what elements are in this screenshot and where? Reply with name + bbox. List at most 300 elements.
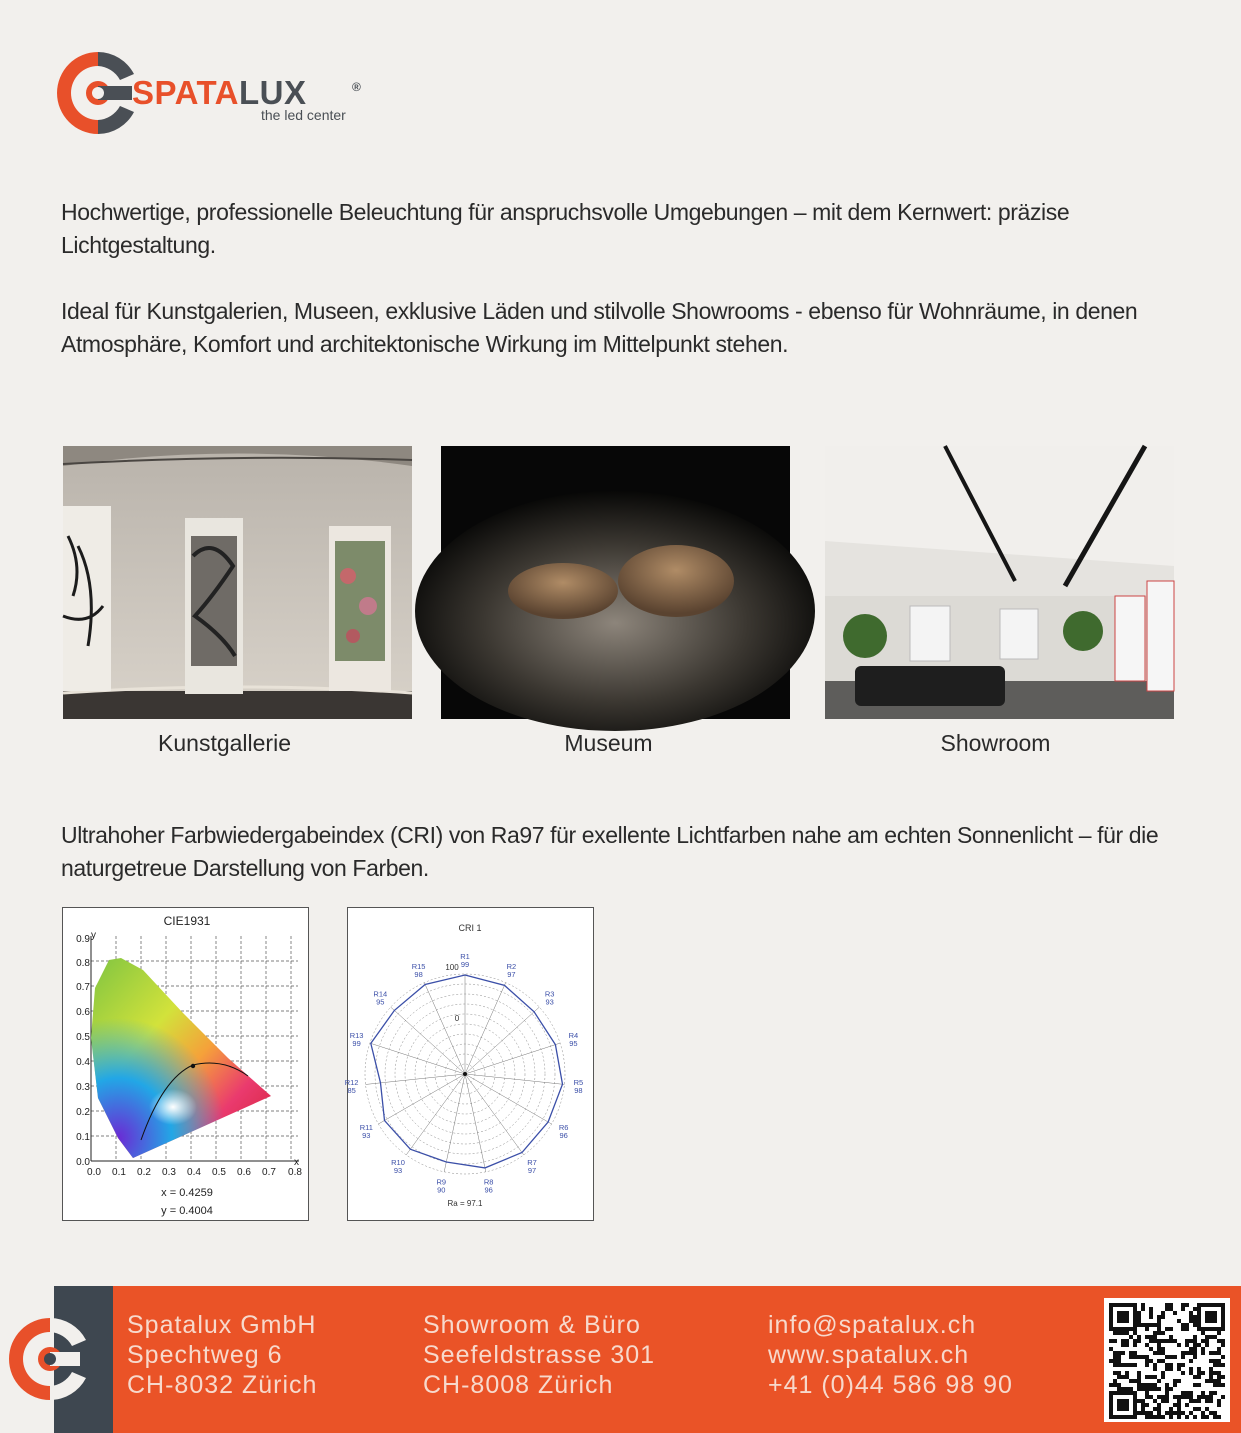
qr-module <box>1137 1379 1141 1383</box>
qr-module <box>1141 1387 1145 1391</box>
qr-module <box>1169 1363 1173 1367</box>
qr-module <box>1117 1359 1121 1363</box>
qr-module <box>1117 1391 1121 1395</box>
qr-module <box>1153 1383 1157 1387</box>
qr-module <box>1205 1303 1209 1307</box>
caption-museum: Museum <box>564 730 653 756</box>
qr-module <box>1181 1363 1185 1367</box>
qr-module <box>1209 1367 1213 1371</box>
qr-module <box>1157 1407 1161 1411</box>
qr-module <box>1137 1335 1141 1339</box>
qr-module <box>1121 1391 1125 1395</box>
cie-xtick: 0.5 <box>212 1167 226 1178</box>
qr-module <box>1113 1339 1117 1343</box>
qr-module <box>1137 1411 1141 1415</box>
qr-module <box>1201 1347 1205 1351</box>
footer-showroom-title: Showroom & Büro <box>423 1311 641 1339</box>
qr-module <box>1145 1363 1149 1367</box>
qr-module <box>1137 1339 1141 1343</box>
qr-module <box>1125 1399 1129 1403</box>
qr-module <box>1189 1311 1193 1315</box>
cri-point-value: 98 <box>574 1085 583 1095</box>
qr-module <box>1145 1391 1149 1395</box>
qr-module <box>1125 1371 1129 1375</box>
qr-module <box>1133 1355 1137 1359</box>
qr-module <box>1185 1351 1189 1355</box>
qr-module <box>1129 1327 1133 1331</box>
qr-module <box>1109 1311 1113 1315</box>
cri-point-label: R2 <box>506 961 517 971</box>
qr-module <box>1113 1391 1117 1395</box>
qr-module <box>1125 1363 1129 1367</box>
cri-title: CRI 1 <box>458 923 482 933</box>
qr-module <box>1193 1343 1197 1347</box>
qr-module <box>1145 1415 1149 1419</box>
qr-module <box>1141 1399 1145 1403</box>
qr-module <box>1213 1371 1217 1375</box>
cri-point-value: 95 <box>376 997 385 1007</box>
qr-module <box>1165 1391 1169 1395</box>
footer-company-name: Spatalux GmbH <box>127 1311 317 1339</box>
qr-module <box>1165 1367 1169 1371</box>
qr-module <box>1145 1343 1149 1347</box>
qr-module <box>1113 1363 1117 1367</box>
qr-module <box>1165 1339 1169 1343</box>
qr-module <box>1141 1355 1145 1359</box>
qr-module <box>1161 1375 1165 1379</box>
qr-module <box>1145 1335 1149 1339</box>
qr-module <box>1189 1399 1193 1403</box>
qr-module <box>1137 1375 1141 1379</box>
qr-module <box>1161 1311 1165 1315</box>
cie-ytick: 0.7 <box>76 982 90 993</box>
qr-module <box>1209 1391 1213 1395</box>
qr-module <box>1157 1319 1161 1323</box>
qr-module <box>1185 1415 1189 1419</box>
qr-module <box>1161 1399 1165 1403</box>
qr-module <box>1197 1371 1201 1375</box>
qr-module <box>1113 1383 1117 1387</box>
qr-module <box>1173 1355 1177 1359</box>
cie-ytick: 0.3 <box>76 1082 90 1093</box>
qr-module <box>1133 1327 1137 1331</box>
qr-module <box>1121 1303 1125 1307</box>
cri-scale-zero: 0 <box>454 1014 460 1023</box>
qr-module <box>1161 1359 1165 1363</box>
qr-module <box>1149 1415 1153 1419</box>
qr-module <box>1149 1323 1153 1327</box>
cie-ytick: 0.9 <box>76 934 90 945</box>
qr-code-icon[interactable] <box>1104 1298 1230 1422</box>
qr-module <box>1165 1383 1169 1387</box>
qr-module <box>1125 1303 1129 1307</box>
qr-module <box>1109 1347 1113 1351</box>
cie-ytick: 0.4 <box>76 1057 90 1068</box>
qr-module <box>1221 1383 1225 1387</box>
qr-module <box>1117 1403 1121 1407</box>
qr-module <box>1149 1339 1153 1343</box>
cri-point-value: 96 <box>484 1185 493 1195</box>
qr-module <box>1125 1319 1129 1323</box>
qr-module <box>1201 1303 1205 1307</box>
qr-module <box>1117 1407 1121 1411</box>
cri-point-value: 90 <box>437 1185 446 1195</box>
qr-module <box>1217 1383 1221 1387</box>
cie-white-point <box>191 1064 195 1068</box>
qr-module <box>1153 1407 1157 1411</box>
qr-module <box>1113 1303 1117 1307</box>
qr-module <box>1197 1399 1201 1403</box>
footer-company-city: CH-8032 Zürich <box>127 1371 318 1399</box>
qr-module <box>1121 1415 1125 1419</box>
qr-module <box>1157 1331 1161 1335</box>
logo-tagline: the led center <box>261 107 346 123</box>
qr-module <box>1133 1399 1137 1403</box>
qr-module <box>1185 1327 1189 1331</box>
caption-gallery: Kunstgallerie <box>158 730 291 756</box>
cri-point-label: R6 <box>558 1123 569 1132</box>
qr-module <box>1165 1303 1169 1307</box>
qr-module <box>1221 1327 1225 1331</box>
cie-xtick: 0.3 <box>162 1167 176 1178</box>
cri-point-label: R11 <box>359 1123 373 1132</box>
qr-module <box>1181 1395 1185 1399</box>
qr-module <box>1205 1319 1209 1323</box>
qr-module <box>1189 1319 1193 1323</box>
qr-module <box>1181 1411 1185 1415</box>
qr-module <box>1213 1411 1217 1415</box>
qr-module <box>1161 1351 1165 1355</box>
cie-x-value: x = 0.4259 <box>161 1187 213 1199</box>
qr-module <box>1145 1359 1149 1363</box>
logo-wordmark <box>132 76 307 109</box>
qr-module <box>1205 1335 1209 1339</box>
qr-module <box>1165 1395 1169 1399</box>
qr-module <box>1197 1307 1201 1311</box>
qr-module <box>1117 1331 1121 1335</box>
qr-module <box>1153 1339 1157 1343</box>
cri-grid-spoke <box>424 983 465 1074</box>
qr-module <box>1217 1347 1221 1351</box>
qr-module <box>1153 1335 1157 1339</box>
qr-module <box>1209 1319 1213 1323</box>
qr-module <box>1133 1363 1137 1367</box>
logo-word-spata: SPATA <box>132 74 239 111</box>
qr-module <box>1121 1375 1125 1379</box>
qr-module <box>1153 1375 1157 1379</box>
qr-module <box>1173 1379 1177 1383</box>
cri-grid-spoke <box>465 983 506 1074</box>
qr-module <box>1121 1387 1125 1391</box>
qr-module <box>1133 1395 1137 1399</box>
qr-module <box>1153 1351 1157 1355</box>
qr-module <box>1149 1395 1153 1399</box>
cie-y-axis-label: y <box>91 930 96 941</box>
qr-module <box>1125 1375 1129 1379</box>
cie1931-diagram <box>62 907 309 1221</box>
qr-module <box>1201 1415 1205 1419</box>
qr-module <box>1177 1407 1181 1411</box>
qr-module <box>1137 1371 1141 1375</box>
qr-module <box>1121 1327 1125 1331</box>
qr-module <box>1109 1307 1113 1311</box>
qr-module <box>1129 1335 1133 1339</box>
qr-module <box>1117 1383 1121 1387</box>
qr-module <box>1161 1339 1165 1343</box>
qr-module <box>1221 1303 1225 1307</box>
cri-point-value: 99 <box>460 960 470 969</box>
qr-module <box>1121 1339 1125 1343</box>
qr-module <box>1193 1399 1197 1403</box>
qr-module <box>1141 1383 1145 1387</box>
cri-grid-spoke <box>465 1007 539 1074</box>
qr-module <box>1129 1415 1133 1419</box>
qr-module <box>1113 1331 1117 1335</box>
qr-module <box>1109 1407 1113 1411</box>
qr-module <box>1113 1415 1117 1419</box>
qr-module <box>1193 1415 1197 1419</box>
qr-module <box>1197 1367 1201 1371</box>
qr-module <box>1197 1383 1201 1387</box>
qr-module <box>1141 1307 1145 1311</box>
qr-module <box>1193 1375 1197 1379</box>
qr-module <box>1149 1315 1153 1319</box>
cri-scale-max: 100 <box>445 963 459 972</box>
qr-module <box>1217 1331 1221 1335</box>
qr-module <box>1165 1327 1169 1331</box>
qr-module <box>1153 1399 1157 1403</box>
qr-module <box>1133 1331 1137 1335</box>
qr-module <box>1157 1351 1161 1355</box>
qr-module <box>1173 1339 1177 1343</box>
cie-xtick: 0.1 <box>112 1167 126 1178</box>
qr-module <box>1121 1351 1125 1355</box>
qr-module <box>1117 1351 1121 1355</box>
qr-module <box>1145 1383 1149 1387</box>
qr-module <box>1109 1359 1113 1363</box>
qr-module <box>1133 1379 1137 1383</box>
qr-module <box>1161 1331 1165 1335</box>
cie-xtick: 0.0 <box>87 1167 101 1178</box>
qr-module <box>1213 1359 1217 1363</box>
qr-module <box>1201 1339 1205 1343</box>
qr-module <box>1189 1411 1193 1415</box>
qr-module <box>1221 1319 1225 1323</box>
cri-point-label: R15 <box>411 961 426 971</box>
qr-module <box>1189 1395 1193 1399</box>
qr-module <box>1125 1331 1129 1335</box>
qr-module <box>1109 1411 1113 1415</box>
qr-module <box>1157 1323 1161 1327</box>
qr-module <box>1217 1415 1221 1419</box>
cri-point-label: R10 <box>391 1158 405 1168</box>
qr-module <box>1161 1347 1165 1351</box>
cri-point-label: R5 <box>573 1077 584 1087</box>
qr-module <box>1137 1315 1141 1319</box>
qr-module <box>1165 1411 1169 1415</box>
qr-module <box>1109 1399 1113 1403</box>
qr-module <box>1137 1319 1141 1323</box>
qr-module <box>1157 1387 1161 1391</box>
qr-module <box>1213 1327 1217 1331</box>
qr-module <box>1133 1415 1137 1419</box>
qr-module <box>1173 1395 1177 1399</box>
cri-point-label: R4 <box>568 1030 579 1040</box>
cri-point-label: R9 <box>436 1177 447 1187</box>
qr-module <box>1173 1383 1177 1387</box>
qr-module <box>1217 1327 1221 1331</box>
qr-module <box>1217 1403 1221 1407</box>
qr-module <box>1177 1403 1181 1407</box>
qr-module <box>1109 1391 1113 1395</box>
qr-module <box>1157 1359 1161 1363</box>
qr-module <box>1193 1323 1197 1327</box>
qr-module <box>1209 1351 1213 1355</box>
qr-module <box>1169 1387 1173 1391</box>
qr-module <box>1177 1343 1181 1347</box>
qr-module <box>1109 1315 1113 1319</box>
qr-module <box>1173 1411 1177 1415</box>
qr-module <box>1217 1359 1221 1363</box>
qr-module <box>1129 1391 1133 1395</box>
logo-word-lux: LUX <box>239 74 307 111</box>
qr-module <box>1169 1327 1173 1331</box>
qr-module <box>1121 1399 1125 1403</box>
qr-module <box>1109 1327 1113 1331</box>
qr-module <box>1209 1303 1213 1307</box>
qr-module <box>1121 1311 1125 1315</box>
qr-module <box>1165 1355 1169 1359</box>
footer-email-link[interactable]: info@spatalux.ch <box>768 1311 977 1339</box>
spatalux-logo <box>60 48 380 138</box>
cie-y-value: y = 0.4004 <box>161 1205 213 1217</box>
qr-module <box>1145 1403 1149 1407</box>
qr-module <box>1141 1303 1145 1307</box>
qr-module <box>1125 1387 1129 1391</box>
cri-point-label: R7 <box>527 1158 537 1168</box>
qr-module <box>1153 1331 1157 1335</box>
footer-showroom-street: Seefeldstrasse 301 <box>423 1341 656 1369</box>
cri-point-value: 93 <box>393 1166 403 1176</box>
qr-module <box>1169 1415 1173 1419</box>
qr-module <box>1221 1315 1225 1319</box>
cri-radar-diagram <box>344 907 594 1221</box>
qr-module <box>1117 1363 1121 1367</box>
qr-module <box>1117 1327 1121 1331</box>
qr-module <box>1173 1403 1177 1407</box>
qr-module <box>1213 1335 1217 1339</box>
cri-point-value: 99 <box>352 1038 361 1048</box>
qr-module <box>1141 1407 1145 1411</box>
qr-module <box>1213 1415 1217 1419</box>
cri-point-label: R3 <box>544 989 555 999</box>
qr-module <box>1169 1367 1173 1371</box>
qr-module <box>1133 1303 1137 1307</box>
qr-module <box>1149 1383 1153 1387</box>
qr-module <box>1133 1407 1137 1411</box>
qr-module <box>1193 1335 1197 1339</box>
qr-module <box>1157 1415 1161 1419</box>
qr-module <box>1165 1307 1169 1311</box>
qr-module <box>1221 1339 1225 1343</box>
qr-module <box>1181 1323 1185 1327</box>
qr-module <box>1161 1395 1165 1399</box>
qr-module <box>1121 1403 1125 1407</box>
qr-module <box>1117 1303 1121 1307</box>
qr-module <box>1125 1391 1129 1395</box>
qr-module <box>1145 1327 1149 1331</box>
qr-module <box>1149 1375 1153 1379</box>
qr-module <box>1221 1355 1225 1359</box>
qr-module <box>1189 1367 1193 1371</box>
qr-module <box>1109 1383 1113 1387</box>
qr-module <box>1153 1323 1157 1327</box>
qr-module <box>1125 1343 1129 1347</box>
qr-module <box>1193 1307 1197 1311</box>
qr-module <box>1197 1343 1201 1347</box>
qr-module <box>1117 1387 1121 1391</box>
qr-module <box>1133 1411 1137 1415</box>
qr-module <box>1181 1391 1185 1395</box>
qr-module <box>1201 1391 1205 1395</box>
qr-module <box>1129 1387 1133 1391</box>
qr-module <box>1113 1355 1117 1359</box>
qr-module <box>1181 1355 1185 1359</box>
qr-module <box>1121 1363 1125 1367</box>
qr-module <box>1197 1319 1201 1323</box>
qr-module <box>1177 1411 1181 1415</box>
qr-module <box>1177 1415 1181 1419</box>
cri-point-label: R1 <box>460 952 470 961</box>
qr-module <box>1205 1399 1209 1403</box>
qr-module <box>1197 1327 1201 1331</box>
qr-module <box>1157 1395 1161 1399</box>
qr-module <box>1117 1415 1121 1419</box>
qr-module <box>1205 1379 1209 1383</box>
qr-module <box>1129 1303 1133 1307</box>
qr-module <box>1117 1371 1121 1375</box>
qr-module <box>1133 1339 1137 1343</box>
qr-module <box>1221 1343 1225 1347</box>
qr-module <box>1217 1399 1221 1403</box>
qr-module <box>1165 1363 1169 1367</box>
qr-module <box>1141 1411 1145 1415</box>
cri-center-point <box>463 1072 467 1076</box>
qr-module <box>1133 1403 1137 1407</box>
qr-module <box>1221 1363 1225 1367</box>
qr-module <box>1125 1327 1129 1331</box>
qr-module <box>1145 1355 1149 1359</box>
qr-module <box>1213 1391 1217 1395</box>
qr-module <box>1113 1371 1117 1375</box>
qr-module <box>1169 1407 1173 1411</box>
qr-module <box>1181 1351 1185 1355</box>
qr-module <box>1177 1363 1181 1367</box>
cri-grid-spoke <box>370 1043 465 1074</box>
qr-module <box>1149 1387 1153 1391</box>
cri-ra-value: Ra = 97.1 <box>447 1199 483 1208</box>
footer-company-address <box>127 1310 317 1400</box>
showroom-photo <box>825 446 1174 719</box>
qr-module <box>1157 1347 1161 1351</box>
footer-website-link[interactable]: www.spatalux.ch <box>768 1341 970 1369</box>
footer-phone[interactable]: +41 (0)44 586 98 90 <box>768 1371 1013 1399</box>
cie-ytick: 0.2 <box>76 1107 90 1118</box>
qr-module <box>1217 1339 1221 1343</box>
qr-module <box>1149 1347 1153 1351</box>
footer-logo-block <box>0 1286 113 1433</box>
qr-module <box>1221 1311 1225 1315</box>
